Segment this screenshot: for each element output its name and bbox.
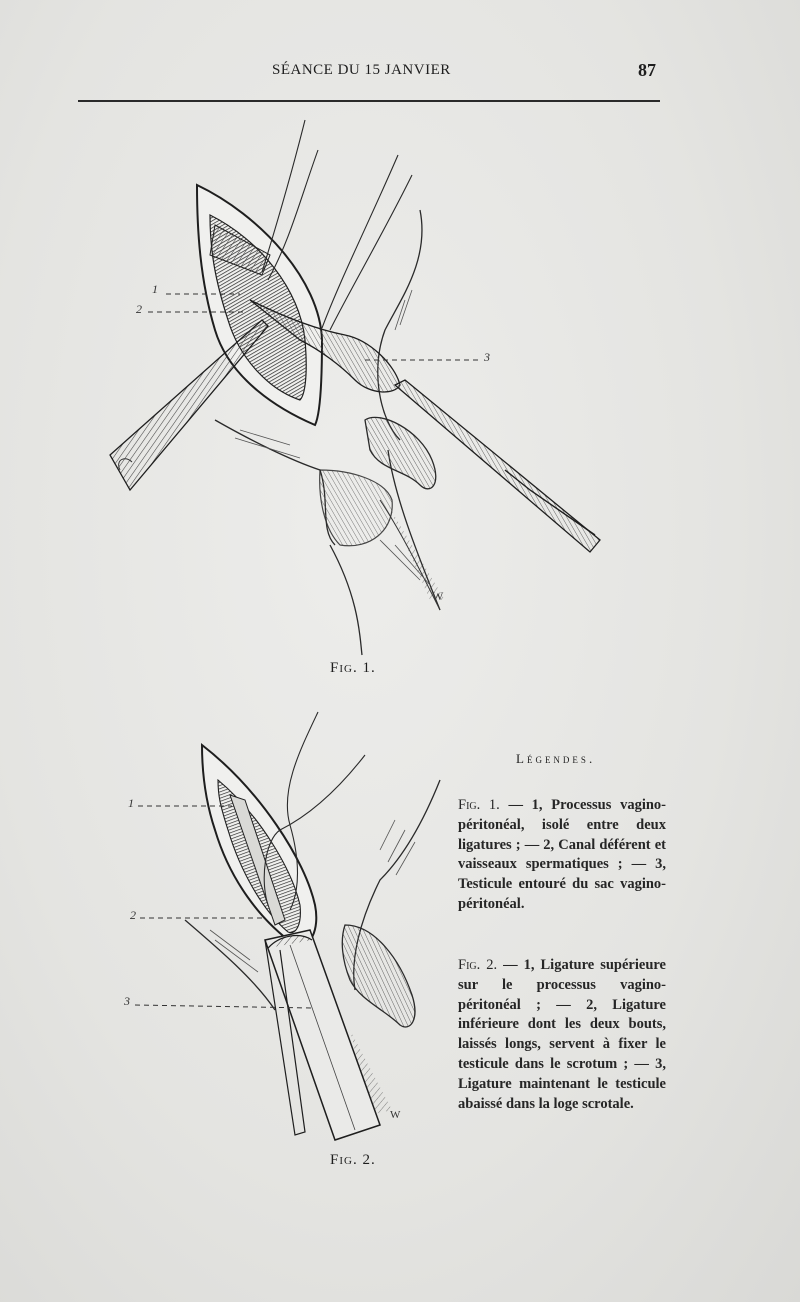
legend-fig1-text: — 1, Processus vagino-péritonéal, isolé entre deux ligatures ; — 2, Canal déférent et vaisseaux spermatiques ; — 3, Testicule entouré du sac vagino-péritonéal. [458,797,666,912]
legend-fig2-text: — 1, Ligature supérieure sur le processus vagino-péritonéal ; — 2, Ligature inférieure dont les deux bouts, laissés longs, servent à fixer le testicule dans le scrotum ; — 3, Ligature maintenant le testicule abaissé dans la loge scrotale. [458,957,666,1112]
fig2-label-3: 3 [124,994,130,1008]
fig2-label-1: 1 [128,796,134,810]
fig2-incision [202,745,316,946]
figure-1-caption: Fig. 1. [330,660,376,676]
fig1-label-1: 1 [152,282,158,296]
fig1-label-2: 2 [136,302,142,316]
fig1-signature: W [432,589,444,603]
legend-fig2-lead: Fig. 2. [458,957,498,973]
fig2-signature: W [390,1109,401,1121]
running-header: SÉANCE DU 15 JANVIER [272,62,451,78]
fig2-label-2: 2 [130,908,136,922]
legend-fig2 [458,956,666,1114]
legend-title: Légendes. [516,751,596,766]
figure-2-caption: Fig. 2. [330,1152,376,1168]
page-number: 87 [638,60,656,80]
fig1-label-3: 3 [484,350,490,364]
legend-fig1 [458,796,666,915]
legend-fig1-lead: Fig. 1. [458,797,500,813]
